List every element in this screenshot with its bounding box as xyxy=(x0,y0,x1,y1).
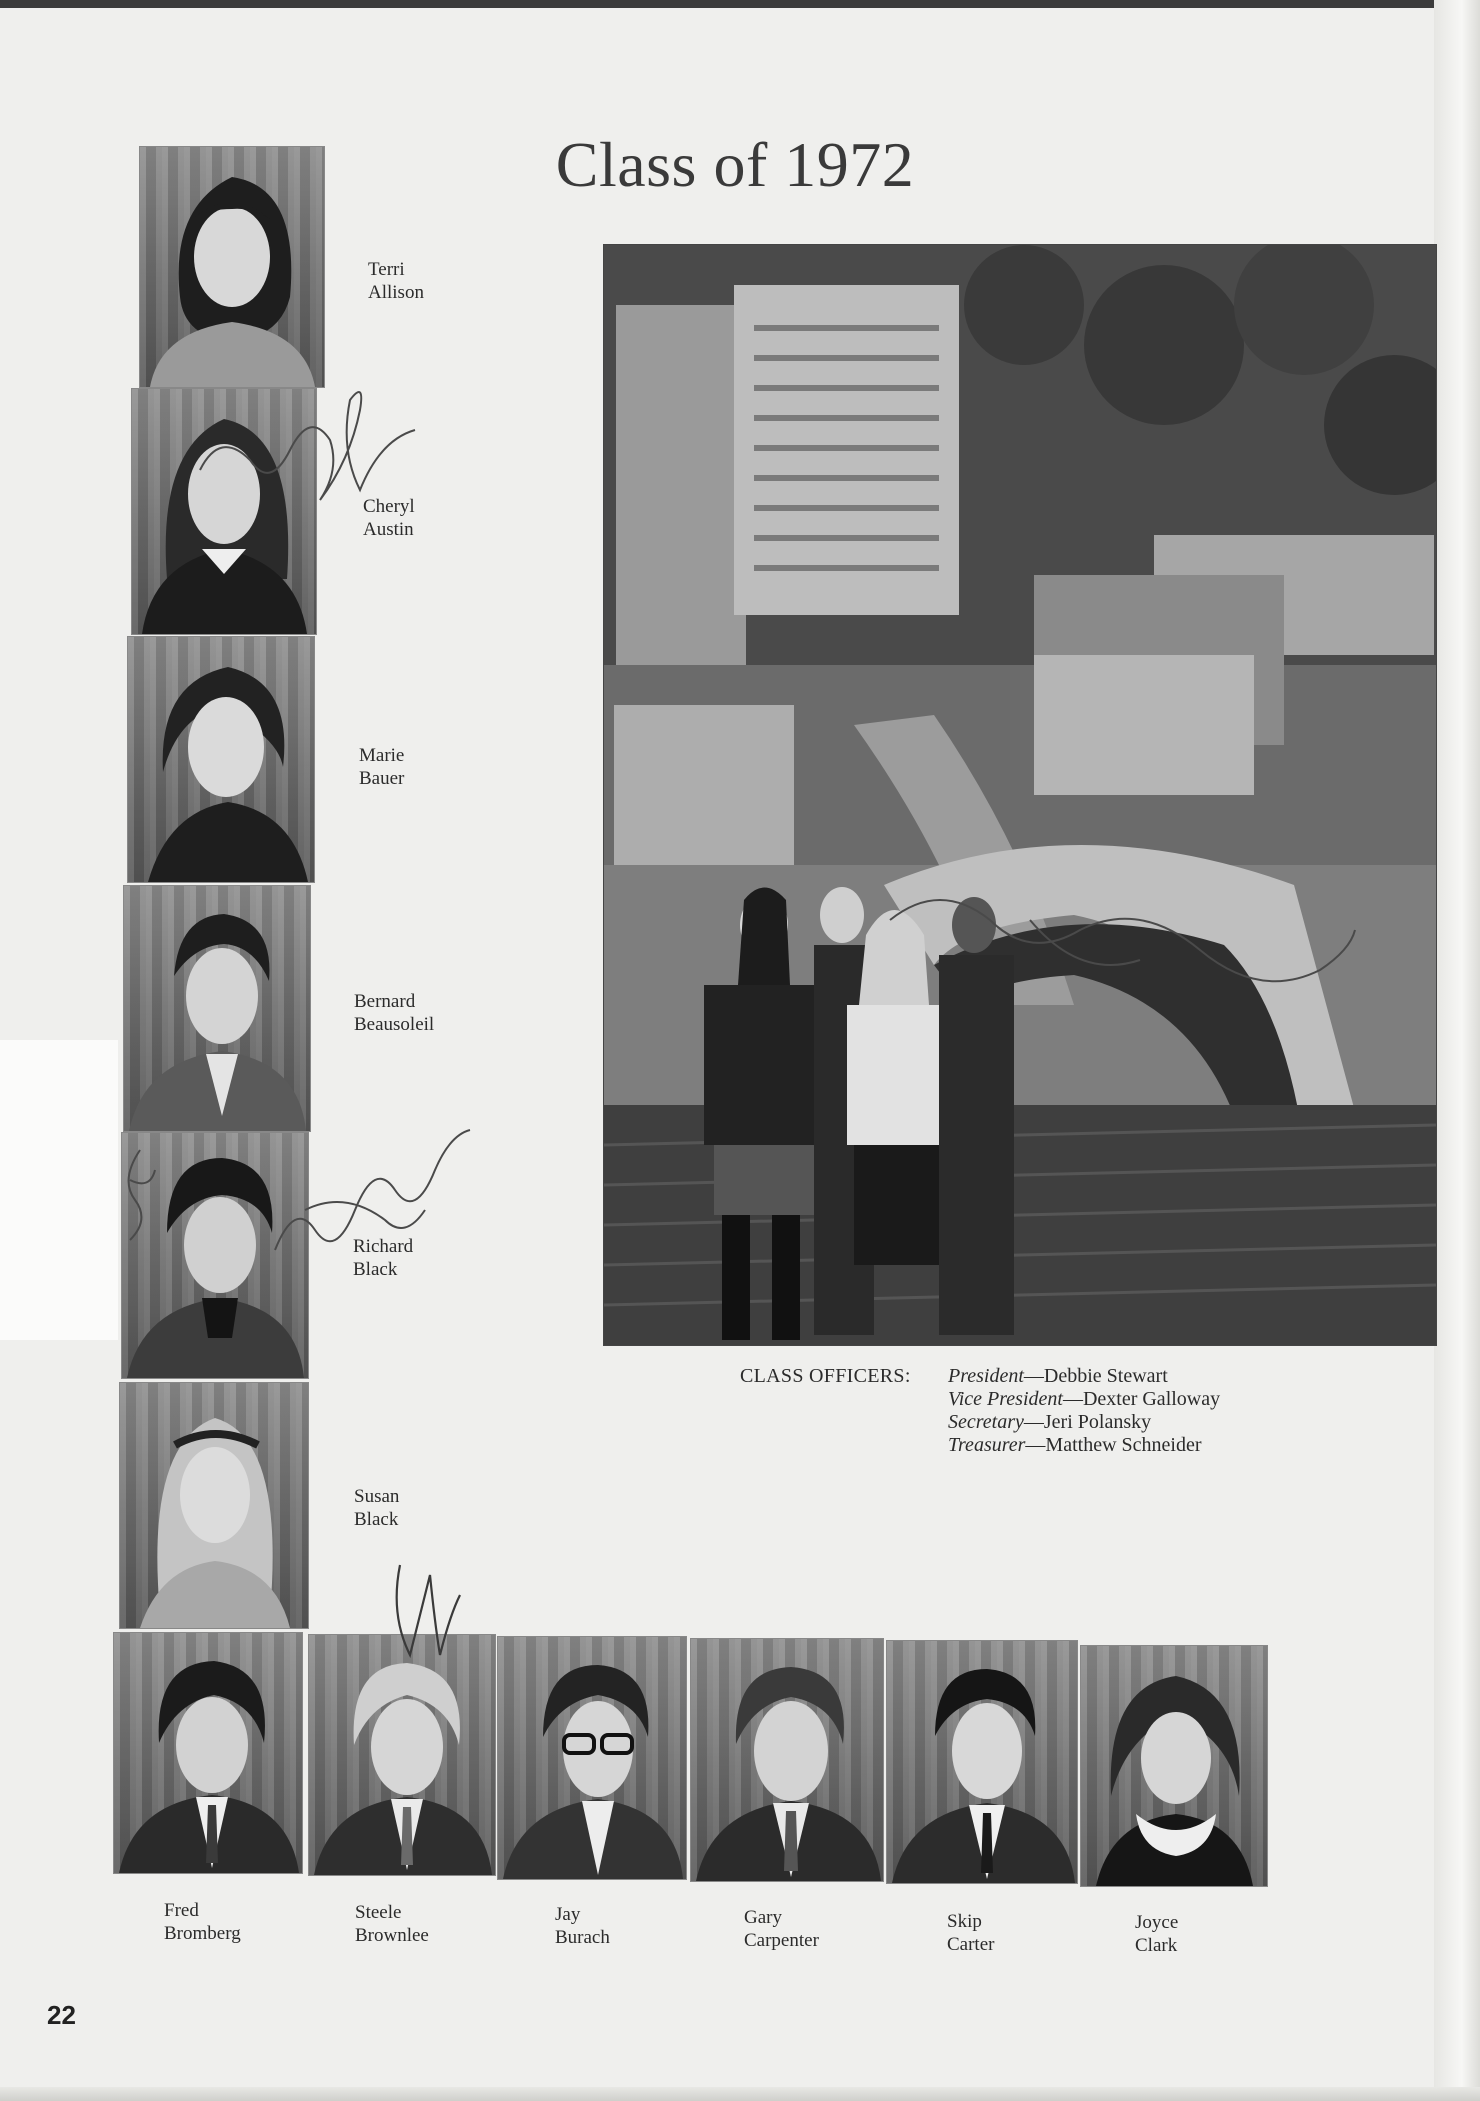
portrait-figure xyxy=(132,389,316,634)
student-name-skip-carter: Skip Carter xyxy=(947,1911,995,1955)
officer-name: Matthew Schneider xyxy=(1045,1434,1202,1456)
student-name-marie-bauer: Marie Bauer xyxy=(359,745,405,789)
student-name-jay-burach: Jay Burach xyxy=(555,1904,610,1948)
portrait-figure xyxy=(887,1641,1077,1883)
portrait-figure xyxy=(128,637,314,882)
student-portrait-gary-carpenter xyxy=(690,1638,884,1882)
page-top-edge xyxy=(0,0,1480,8)
officer-president xyxy=(948,1365,1308,1388)
student-portrait-cheryl-austin xyxy=(131,388,317,635)
student-name-richard-black: Richard Black xyxy=(353,1236,414,1280)
student-portrait-steele-brownlee xyxy=(308,1634,496,1876)
student-portrait-fred-bromberg xyxy=(113,1632,303,1874)
page-bottom-edge xyxy=(0,2087,1480,2101)
student-portrait-bernard-beausoleil xyxy=(123,885,311,1132)
page-right-edge xyxy=(1434,0,1480,2101)
portrait-figure xyxy=(309,1635,495,1875)
officer-separator: — xyxy=(1023,1365,1044,1387)
officer-role: Vice President xyxy=(948,1388,1063,1410)
student-name-steele-brownlee: Steele Brownlee xyxy=(355,1902,429,1946)
student-name-joyce-clark: Joyce Clark xyxy=(1135,1912,1179,1956)
officer-role: Secretary xyxy=(948,1411,1024,1433)
officer-name: Dexter Galloway xyxy=(1082,1388,1221,1410)
student-name-cheryl-austin: Cheryl Austin xyxy=(363,496,415,540)
group-photo-illustration xyxy=(604,245,1436,1345)
officer-vice-president xyxy=(948,1388,1308,1411)
officer-separator: — xyxy=(1062,1388,1083,1410)
officer-role: President xyxy=(948,1365,1024,1387)
portrait-figure xyxy=(1081,1646,1267,1886)
class-officers-list xyxy=(948,1365,1308,1457)
student-portrait-skip-carter xyxy=(886,1640,1078,1884)
student-portrait-jay-burach xyxy=(497,1636,687,1880)
student-portrait-richard-black xyxy=(121,1132,309,1379)
officer-separator: — xyxy=(1025,1434,1046,1456)
officer-name: Debbie Stewart xyxy=(1043,1365,1168,1387)
student-portrait-susan-black xyxy=(119,1382,309,1629)
portrait-figure xyxy=(114,1633,302,1873)
page-title: Class of 1972 xyxy=(555,128,915,200)
student-name-terri-allison: Terri Allison xyxy=(368,259,424,303)
officer-separator: — xyxy=(1023,1411,1044,1433)
page-margin-notch xyxy=(0,1040,118,1340)
student-name-gary-carpenter: Gary Carpenter xyxy=(744,1907,819,1951)
officer-role: Treasurer xyxy=(948,1434,1026,1456)
student-portrait-terri-allison xyxy=(139,146,325,388)
portrait-figure xyxy=(120,1383,308,1628)
page-number: 22 xyxy=(47,2000,76,2030)
officer-secretary xyxy=(948,1411,1308,1434)
class-officers-group-photo xyxy=(603,244,1437,1346)
student-portrait-marie-bauer xyxy=(127,636,315,883)
portrait-figure xyxy=(124,886,310,1131)
student-name-bernard-beausoleil: Bernard Beausoleil xyxy=(354,991,435,1035)
portrait-figure xyxy=(691,1639,883,1881)
portrait-figure xyxy=(140,147,324,387)
portrait-figure xyxy=(122,1133,308,1378)
student-name-fred-bromberg: Fred Bromberg xyxy=(164,1900,241,1944)
officer-treasurer xyxy=(948,1434,1308,1457)
student-portrait-joyce-clark xyxy=(1080,1645,1268,1887)
student-name-susan-black: Susan Black xyxy=(354,1486,400,1530)
class-officers-heading: CLASS OFFICERS: xyxy=(740,1365,911,1387)
portrait-figure xyxy=(498,1637,686,1879)
officer-name: Jeri Polansky xyxy=(1043,1411,1152,1433)
